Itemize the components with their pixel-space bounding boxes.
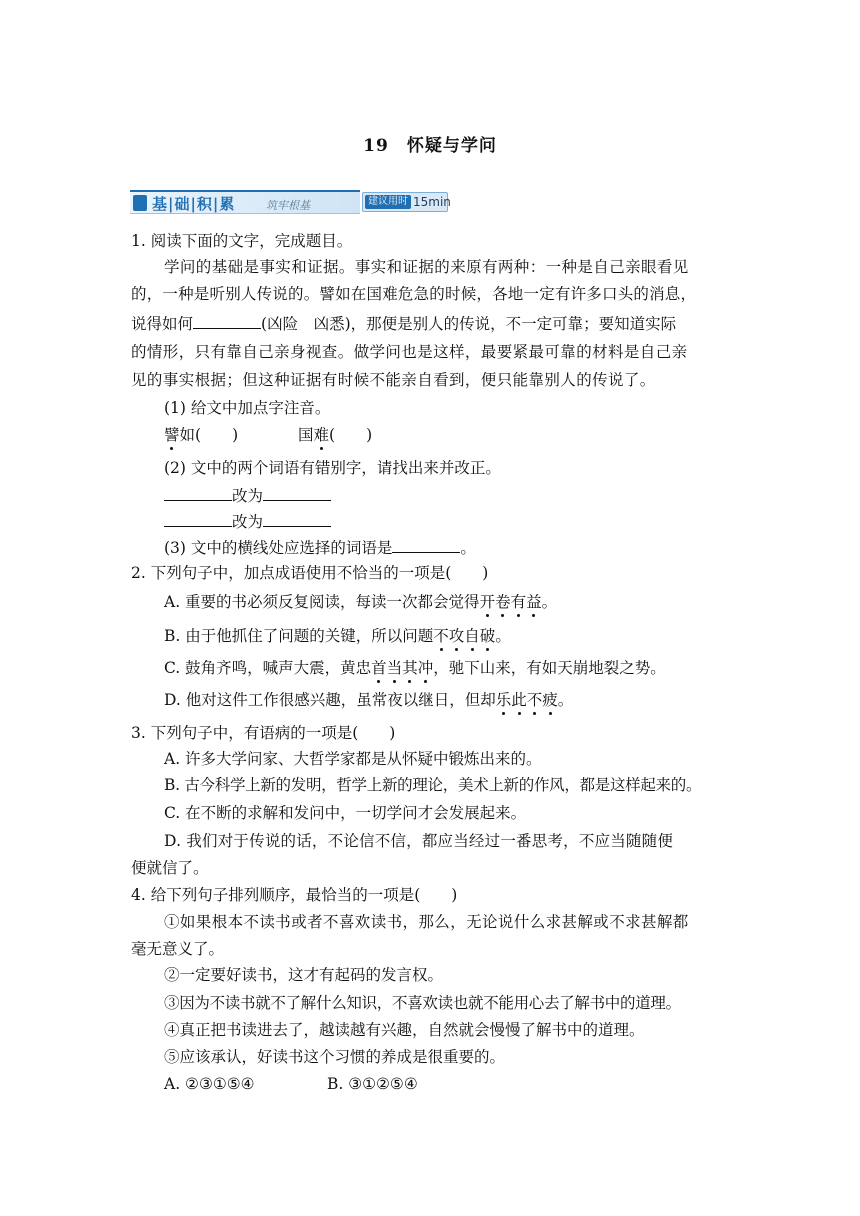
q1-sub1-item-b	[298, 425, 372, 445]
fill-blank[interactable]	[263, 486, 331, 501]
dotted-idiom	[371, 659, 433, 677]
dotted-char: 开	[479, 593, 496, 611]
dotted-char: 当	[386, 659, 403, 677]
dotted-char: 有	[510, 593, 527, 611]
period: 。	[460, 539, 476, 557]
banner-subtitle: 筑牢根基	[266, 199, 310, 212]
dotted-char: 乐	[495, 691, 512, 709]
answer-paren: 如( )	[179, 426, 239, 444]
fill-blank[interactable]	[164, 486, 232, 501]
section-banner	[130, 190, 451, 214]
dotted-char: 疲	[542, 691, 558, 709]
dotted-char: 自	[464, 627, 480, 645]
dotted-char: 益	[526, 593, 542, 611]
dotted-char: 卷	[495, 593, 511, 611]
change-to-label: 改为	[232, 513, 264, 531]
q3-option-a: A. 许多大学问家、大哲学家都是从怀疑中锻炼出来的。	[164, 750, 542, 768]
q4-sentence-1-cont: 毫无意义了。	[131, 940, 225, 958]
q1-passage-text: 说得如何	[131, 315, 194, 333]
q2-option-b	[164, 626, 511, 646]
answer-paren: ( )	[329, 426, 373, 444]
dotted-char: 此	[511, 691, 527, 709]
suggested-time-badge	[362, 192, 451, 212]
dotted-char: 首	[371, 659, 387, 677]
q1-passage-text: (凶险 凶悉)，那便是别人的传说，不一定可靠；要知道实际	[261, 315, 677, 333]
lesson-title: 19 怀疑与学问	[363, 136, 497, 156]
option-text: C. 鼓角齐鸣，喊声大震，黄忠	[164, 659, 372, 677]
dotted-idiom	[480, 593, 542, 611]
option-text: 。	[495, 627, 511, 645]
correction-line	[164, 512, 331, 532]
q2-stem: 2. 下列句子中，加点成语使用不恰当的一项是( )	[131, 564, 489, 582]
banner-label: 基|础|积|累	[152, 195, 236, 213]
q3-option-d: D. 我们对于传说的话，不论信不信，都应当经过一番思考，不应当随随便	[164, 832, 674, 850]
option-text: A. 重要的书必须反复阅读，每读一次都会觉得	[164, 593, 480, 611]
correction-line	[164, 486, 331, 506]
q1-passage-line	[131, 314, 676, 334]
q1-sub1-item-a	[164, 425, 238, 445]
q3-option-c: C. 在不断的求解和发问中，一切学问才会发展起来。	[164, 804, 527, 822]
q1-passage-line: 学问的基础是事实和证据。事实和证据的来原有两种：一种是自己亲眼看见	[164, 258, 689, 276]
fill-blank[interactable]	[392, 538, 460, 553]
q2-option-c	[164, 658, 666, 678]
plain-char: 国	[298, 426, 314, 444]
fill-blank[interactable]	[193, 314, 261, 329]
q3-option-d-cont: 便就信了。	[131, 859, 209, 877]
q1-stem: 1. 阅读下面的文字，完成题目。	[131, 232, 353, 250]
dotted-char: 冲	[417, 659, 434, 677]
option-text: 。	[557, 691, 574, 709]
time-value: 15min	[413, 195, 451, 209]
q1-sub1: (1) 给文中加点字注音。	[164, 399, 331, 417]
q3-stem: 3. 下列句子中，有语病的一项是( )	[131, 724, 396, 742]
q4-sentence-3: ③因为不读书就不了解什么知识，不喜欢读也就不能用心去了解书中的道理。	[164, 994, 681, 1012]
banner-bar	[130, 190, 360, 214]
q1-sub2: (2) 文中的两个词语有错别字，请找出来并改正。	[164, 459, 501, 477]
q1-sub3-text: (3) 文中的横线处应选择的词语是	[164, 539, 393, 557]
q4-sentence-2: ②一定要好读书，这才有起码的发言权。	[164, 966, 444, 984]
time-label: 建议用时	[365, 195, 411, 209]
dotted-char: 譬	[164, 426, 180, 444]
q4-option-a: A. ②③①⑤④	[164, 1075, 255, 1093]
q4-option-b: B. ③①②⑤④	[327, 1075, 418, 1093]
option-text: D. 他对这件工作很感兴趣，虽常夜以继日，但却	[164, 691, 496, 709]
q2-option-d	[164, 690, 573, 710]
option-text: ，驰下山来，有如天崩地裂之势。	[433, 659, 666, 677]
q4-stem: 4. 给下列句子排列顺序，最恰当的一项是( )	[131, 886, 458, 904]
dotted-char: 不	[526, 691, 543, 709]
dotted-char: 不	[433, 627, 449, 645]
q1-passage-line: 的情形，只有靠自己亲身视查。做学问也是这样，最要紧最可靠的材料是自己亲	[131, 343, 688, 361]
fill-blank[interactable]	[263, 512, 331, 527]
q4-sentence-4: ④真正把书读进去了，越读越有兴趣，自然就会慢慢了解书中的道理。	[164, 1021, 645, 1039]
change-to-label: 改为	[232, 487, 264, 505]
book-icon	[133, 195, 147, 211]
q1-passage-line: 见的事实根据；但这种证据有时候不能亲自看到，便只能靠别人的传说了。	[131, 371, 656, 389]
dotted-idiom	[433, 627, 495, 645]
dotted-char: 破	[479, 627, 496, 645]
q3-option-b: B. 古今科学上新的发明，哲学上新的理论，美术上新的作风，都是这样起来的。	[164, 776, 702, 794]
dotted-idiom	[496, 691, 558, 709]
q1-sub3	[164, 538, 476, 558]
q4-sentence-5: ⑤应该承认，好读书这个习惯的养成是很重要的。	[164, 1048, 506, 1066]
option-text: 。	[541, 593, 558, 611]
dotted-char: 其	[402, 659, 418, 677]
q1-passage-line: 的，一种是听别人传说的。譬如在国难危急的时候，各地一定有许多口头的消息，	[131, 285, 697, 303]
dotted-char: 难	[313, 426, 330, 444]
option-text: B. 由于他抓住了问题的关键，所以问题	[164, 627, 434, 645]
fill-blank[interactable]	[164, 512, 232, 527]
dotted-char: 攻	[448, 627, 465, 645]
q4-sentence-1: ①如果根本不读书或者不喜欢读书，那么，无论说什么求甚解或不求甚解都	[164, 913, 689, 931]
q2-option-a	[164, 592, 557, 612]
